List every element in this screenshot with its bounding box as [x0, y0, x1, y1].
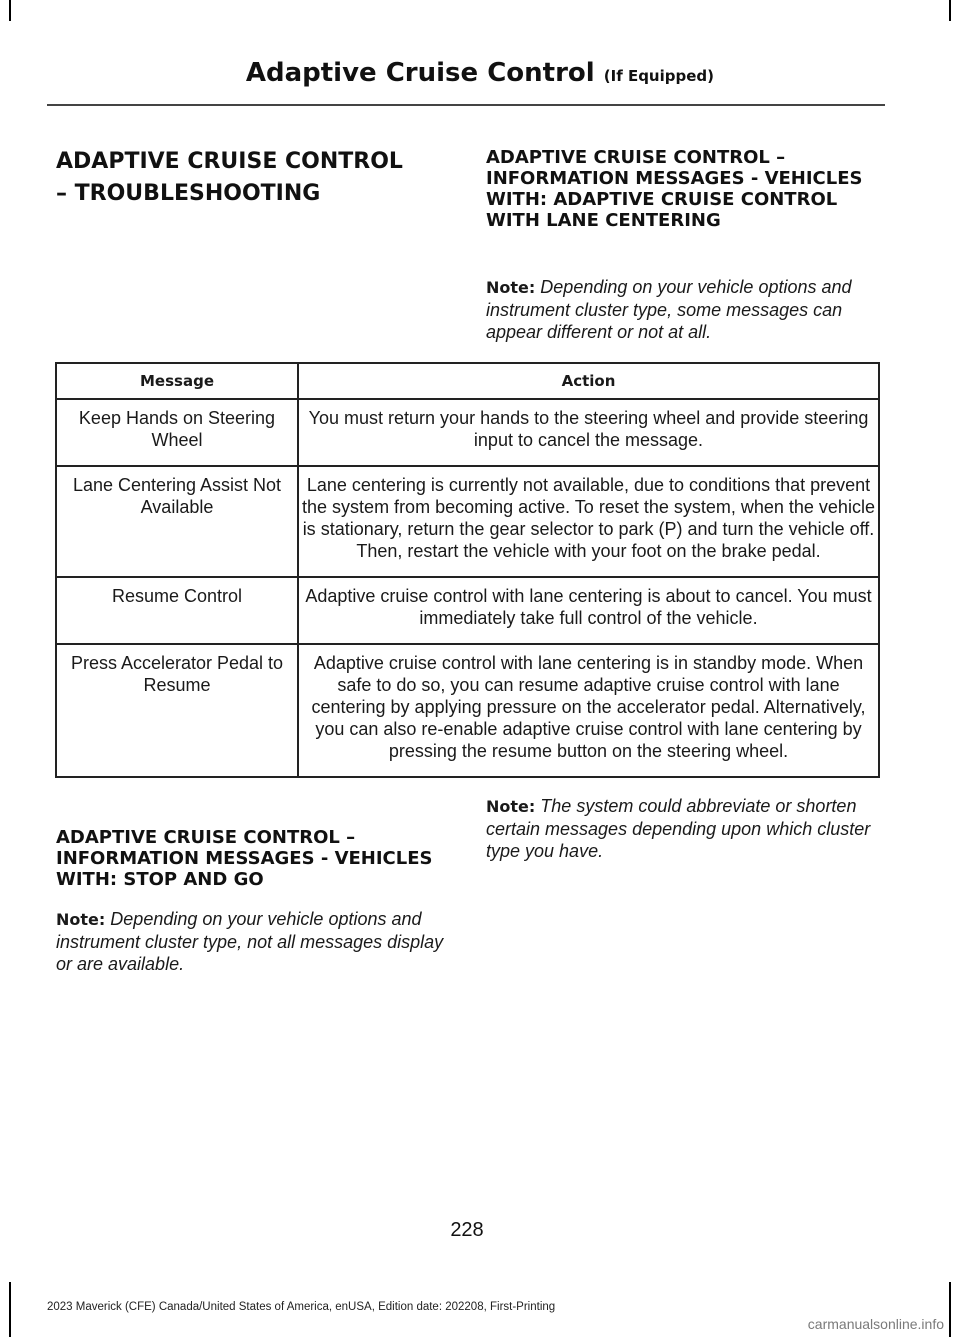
message-cell: Keep Hands on Steering Wheel	[56, 399, 298, 466]
lane-centering-heading: ADAPTIVE CRUISE CONTROL – INFORMATION MESSAGES - VEHICLES WITH: ADAPTIVE CRUISE CONTROL WITH LANE CENTERING	[486, 147, 863, 231]
column-header-message: Message	[56, 363, 298, 399]
action-cell: Adaptive cruise control with lane centering is about to cancel. You must immediately take full control of the vehicle.	[298, 577, 879, 644]
page-header-title	[246, 58, 714, 88]
message-cell: Resume Control	[56, 577, 298, 644]
table-header-row	[56, 363, 879, 399]
table-row	[56, 399, 879, 466]
header-title-text: Adaptive Cruise Control	[245, 58, 595, 88]
stop-and-go-note-label: Note:	[56, 910, 106, 929]
stop-and-go-note	[56, 908, 446, 975]
table-row	[56, 577, 879, 644]
troubleshooting-heading	[56, 146, 456, 210]
stop-and-go-note-text: Depending on your vehicle options and instrument cluster type, not all messages display or are available.	[56, 909, 444, 974]
troubleshooting-heading-line2: – TROUBLESHOOTING	[56, 181, 321, 206]
table-row	[56, 466, 879, 577]
information-messages-table	[55, 362, 880, 778]
lane-centering-note	[486, 276, 878, 343]
lane-centering-note-label: Note:	[486, 278, 536, 297]
column-header-action: Action	[298, 363, 879, 399]
action-cell: You must return your hands to the steering wheel and provide steering input to cancel the message.	[298, 399, 879, 466]
abbreviation-note-text: The system could abbreviate or shorten certain messages depending upon which cluster type you have.	[486, 796, 871, 861]
crop-mark-bottom-left	[9, 1282, 11, 1337]
crop-mark-top-right	[949, 0, 951, 21]
watermark: carmanualsonline.info	[807, 1316, 944, 1332]
table-row	[56, 644, 879, 777]
abbreviation-note	[486, 795, 878, 862]
action-cell: Adaptive cruise control with lane centering is in standby mode. When safe to do so, you can resume adaptive cruise control with lane centering by applying pressure on the accelerator pedal. Alternatively, you can also re-enable adaptive cruise control with lane centering by pressing the resume button on the steering wheel.	[298, 644, 879, 777]
crop-mark-top-left	[9, 0, 11, 21]
edition-footer: 2023 Maverick (CFE) Canada/United States of America, enUSA, Edition date: 202208, First-Printing	[47, 1301, 556, 1313]
troubleshooting-heading-line1: ADAPTIVE CRUISE CONTROL	[56, 149, 403, 174]
message-cell: Press Accelerator Pedal to Resume	[56, 644, 298, 777]
abbreviation-note-label: Note:	[486, 797, 536, 816]
crop-mark-bottom-right	[949, 1282, 951, 1337]
page-number: 228	[450, 1219, 484, 1241]
message-cell: Lane Centering Assist Not Available	[56, 466, 298, 577]
stop-and-go-heading: ADAPTIVE CRUISE CONTROL – INFORMATION MESSAGES - VEHICLES WITH: STOP AND GO	[56, 827, 433, 890]
lane-centering-note-text: Depending on your vehicle options and instrument cluster type, some messages can appear different or not at all.	[486, 277, 852, 342]
action-cell: Lane centering is currently not available, due to conditions that prevent the system from becoming active. To reset the system, when the vehicle is stationary, return the gear selector to park (P) and turn the vehicle off. Then, restart the vehicle with your foot on the brake pedal.	[298, 466, 879, 577]
header-divider	[47, 104, 885, 106]
header-subtitle: (If Equipped)	[603, 67, 714, 85]
